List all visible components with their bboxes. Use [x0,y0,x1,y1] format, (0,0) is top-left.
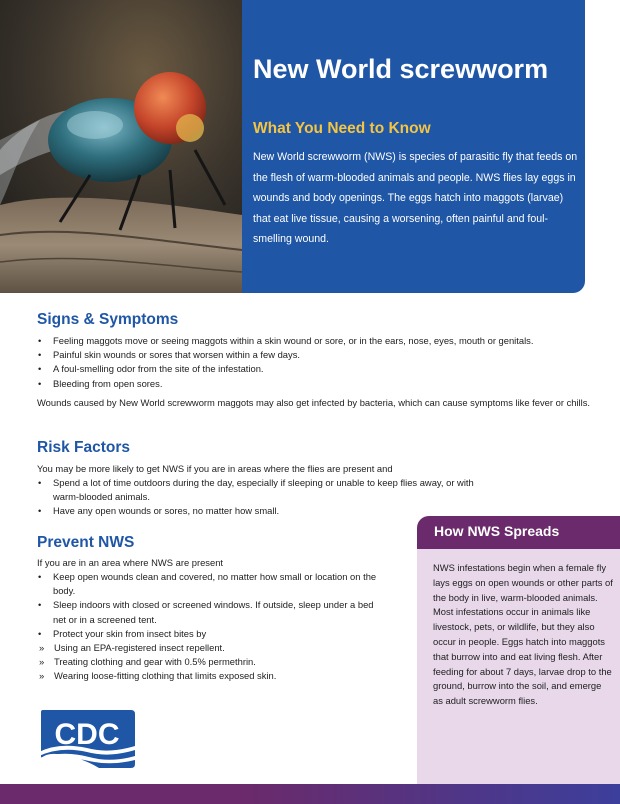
list-item-label: Protect your skin from insect bites by [53,627,207,639]
sidebar-heading: How NWS Spreads [417,516,620,549]
cdc-logo-icon [39,708,135,770]
fly-illustration [0,0,242,293]
hero-panel [242,0,585,293]
list-item: • Have any open wounds or sores, no matter how small. [37,504,492,518]
screwworm-fly-photo [0,0,242,293]
list-item: • Sleep indoors with closed or screened windows. If outside, sleep under a bed net or in a screened tent. [37,598,382,626]
list-item: • Bleeding from open sores. [37,377,597,391]
how-nws-spreads-panel [417,516,620,784]
list-item: • Spend a lot of time outdoors during the day, especially if sleeping or unable to keep flies away, or with warm-blooded animals. [37,476,492,504]
risk-intro: You may be more likely to get NWS if you are in areas where the flies are present and [37,463,393,474]
list-item: » Using an EPA-registered insect repellent. [37,641,382,655]
prevent-sublist [37,641,382,684]
intro-paragraph: New World screwworm (NWS) is species of parasitic fly that feeds on the flesh of warm-blooded animals and people. NWS flies lay eggs in wounds and body openings. The eggs hatch into maggots (larvae) that eat live tissue, causing a worsening, often painful and foul-smelling wound. [253,151,578,245]
prevent-heading: Prevent NWS [37,534,135,551]
list-item: • A foul-smelling odor from the site of the infestation. [37,362,597,376]
signs-heading: Signs & Symptoms [37,311,179,328]
prevent-intro: If you are in an area where NWS are present [37,557,224,568]
prevent-list [37,570,382,684]
list-item: » Wearing loose-fitting clothing that limits exposed skin. [37,669,382,683]
risk-heading: Risk Factors [37,439,131,456]
signs-list [37,334,597,391]
signs-note: Wounds caused by New World screwworm maggots may also get infected by bacteria, which can cause symptoms like fever or chills. [37,397,591,408]
list-item [37,627,382,684]
list-item: • Keep open wounds clean and covered, no matter how small or location on the body. [37,570,382,598]
page-subtitle: What You Need to Know [253,120,431,137]
sidebar-body: NWS infestations begin when a female fly lays eggs on open wounds or other parts of the body in live, warm-blooded animals. Most infestations occur in animals like livestock, pets, or wildlife, but they also occur in people. Eggs hatch into maggots that burrow into and eat living flesh. After feeding for about 7 days, larvae drop to the ground, burrow into the soil, and emerge as adult screwworm flies. [433,562,613,707]
risk-list [37,476,492,519]
cdc-logo-text: CDC [54,718,120,751]
page-title: New World screwworm [253,54,549,84]
list-item: • Painful skin wounds or sores that worsen within a few days. [37,348,597,362]
list-item: • Feeling maggots move or seeing maggots within a skin wound or sore, or in the ears, nose, eyes, mouth or genitals. [37,334,597,348]
list-item: » Treating clothing and gear with 0.5% permethrin. [37,655,382,669]
footer-bar [0,784,620,804]
hero-banner [0,0,585,293]
